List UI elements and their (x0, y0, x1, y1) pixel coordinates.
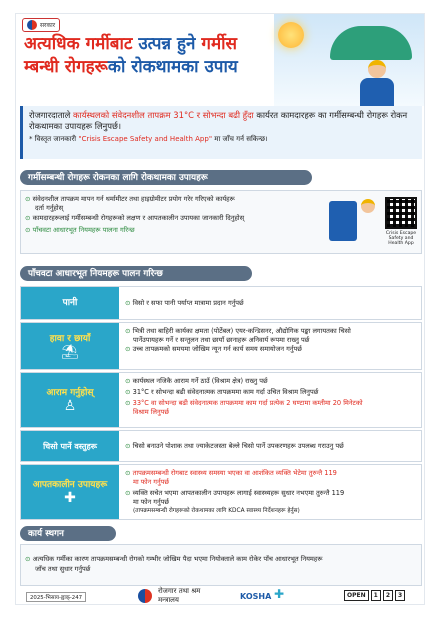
rule-air-shade-label (21, 323, 119, 369)
hygrometer-device-icon (329, 201, 357, 241)
kosha-logo: KOSHA (240, 592, 272, 601)
intro-text (29, 110, 416, 132)
prevention-text-1: संवेदनशील तापक्रम मापन गर्न थर्मामीटर तथा हाइग्रोमीटर प्रयोग गरेर गरिएको कार्यहरू (32, 195, 235, 203)
rule-air-text-1: भित्री तथा बाहिरी कार्यका क्षमता (पोर्टेबल) एयर-कन्डिसनर, औद्योगिक पङ्खा लगायतका चिसो (132, 327, 351, 335)
prevention-line-2 (25, 214, 325, 223)
government-emblem-icon (27, 20, 37, 30)
rule-water-label (21, 287, 119, 319)
intro-part3: कार्यरत कामदारहरू का गर्मीसम्बन्धी रोगहरू रोकन रोकथामका उपायहरू लिनुपर्छ। (29, 110, 408, 131)
rule-emergency-line-5: (तापक्रमसम्बन्धी रोगहरूको रोकथामका लागि KDCA स्वास्थ्य निर्देशनहरू हेर्नुस) (133, 508, 300, 514)
rule-emergency-title: आपतकालीन उपायहरू (32, 480, 108, 490)
title-line2-blue: को रोकथामका उपाय (107, 57, 238, 77)
intro-box (20, 106, 422, 159)
rule-rest-text-2: 31°C र सोभन्दा बढी संवेदनात्मक तापक्रममा काम गर्दा उचित विश्राम लिनुपर्छ (132, 388, 319, 396)
rule-emergency-text-1: तापक्रमसम्बन्धी रोगबाट स्वास्थ्य समस्या भएका वा आशंकित व्यक्ति भेटेमा तुरुन्तै 119 (132, 469, 337, 477)
rule-rest-line-1 (125, 377, 417, 386)
ministry-name (158, 587, 200, 605)
rule-air-text-3: उच्च तापक्रमको समयमा जोखिम न्यून गर्न कार्य समय समायोजन गर्नुपर्छ (132, 345, 302, 353)
rule-cooling-text (125, 442, 417, 451)
work-stop-line-1 (25, 555, 417, 564)
prevention-text-3: पाँचवटा आधारभूत नियमहरू पालना गरिन्छ (32, 226, 135, 234)
rule-air-line-3 (125, 345, 417, 354)
shade-icon: ⛱ (61, 344, 79, 360)
section-prevention-heading: गर्मीसम्बन्धी रोगहरू रोकनका लागि रोकथामका उपायहरू (20, 170, 312, 185)
check-icon: ⊙ (125, 299, 133, 307)
rule-air-shade-text (125, 327, 417, 354)
rule-emergency-line-1 (125, 469, 417, 478)
section-five-rules-heading: पाँचवटा आधारभूत नियमहरू पालन गरिन्छ (20, 266, 252, 281)
check-icon: ⊙ (125, 489, 133, 497)
poster (15, 13, 425, 605)
title-line1-red: अत्यधिक गर्मीबाट (24, 34, 133, 54)
rule-rest-text-1: कार्यस्थल नजिकै आराम गर्ने ठाउँ (विश्राम क्षेत्र) राख्नु पर्छ (132, 377, 268, 385)
open-license-badge (344, 590, 405, 601)
ambulance-icon: ✚ (64, 490, 76, 506)
rule-cooling-title: चिसो पार्ने वस्तुहरू (43, 441, 97, 451)
rule-emergency (20, 464, 422, 520)
title-line1-blue: उत्पन्न हुने (132, 34, 202, 54)
footer (16, 589, 426, 606)
rule-emergency-line-2: मा फोन गर्नुपर्छ (133, 478, 170, 486)
intro-part1: रोजगारदाताले (29, 110, 74, 120)
ministry-line-1: रोजगार तथा श्रम (158, 587, 201, 595)
intro-highlight: कार्यस्थलको संवेदनशील तापक्रम 31°C र सोभन्दा बढी हुँदा (73, 110, 254, 120)
qr-code-icon[interactable] (385, 197, 417, 229)
ministry-emblem-icon (138, 589, 152, 603)
rule-rest-text-3: 33°C वा सोभन्दा बढी संवेदनात्मक तापक्रममा काम गर्दा प्रत्येक 2 घण्टामा कम्तीमा 20 मिनेटको (132, 399, 363, 407)
work-stop-text-1: अत्यधिक गर्मीका कारण तापक्रमसम्बन्धी रोगको गम्भीर जोखिम पैदा भएमा नियोक्ताले काम रोकेर पाँच आधारभूत नियमहरू (32, 555, 323, 563)
rule-rest (20, 372, 422, 428)
kosha-cross-icon: ✚ (274, 587, 285, 601)
worker-head-icon (368, 60, 386, 78)
section-work-stop-heading: कार्य स्थगन (20, 526, 116, 541)
check-icon: ⊙ (25, 195, 33, 203)
prevention-line-1 (25, 195, 325, 204)
rule-cooling (20, 430, 422, 462)
rule-emergency-line-3 (125, 489, 417, 498)
umbrella-icon (330, 26, 412, 60)
worker-icon (361, 199, 375, 213)
check-icon: ⊙ (125, 442, 133, 450)
check-icon: ⊙ (125, 377, 133, 385)
title-line2-red: म्बन्धी रोगहरू (24, 57, 108, 77)
work-stop-box (20, 544, 422, 586)
document-code: 2025-भिसाय-ह्वाक्-247 (26, 592, 86, 602)
rule-cooling-label (21, 431, 119, 461)
work-stop-line-2: जाँच तथा सुधार गर्नुपर्छ (35, 565, 91, 573)
app-name-link[interactable]: "Crisis Escape Safety and Health App" (78, 135, 213, 143)
rule-rest-line-4: विश्राम लिनुपर्छ (133, 408, 169, 416)
check-icon: ⊙ (25, 555, 33, 563)
page-title (24, 33, 314, 79)
rule-emergency-label (21, 465, 119, 519)
logo-label: सरकार (40, 22, 56, 29)
prevention-line-3 (25, 226, 325, 235)
note-prefix: * विस्तृत जानकारी (29, 135, 79, 143)
prevention-text-2: कामदारहरूलाई गर्मीसम्बन्धी रोगहरूको लक्षण र आपतकालीन उपायका जानकारी दिनुहोस् (32, 214, 245, 222)
rule-emergency-text (125, 469, 417, 516)
rule-emergency-line-4: मा फोन गर्नुपर्छ (133, 498, 170, 506)
check-icon: ⊙ (125, 327, 133, 335)
rule-rest-line-2 (125, 388, 417, 397)
chair-icon: ♙ (63, 398, 77, 414)
ministry-line-2: मन्त्रालय (158, 596, 179, 604)
open-label: OPEN (344, 590, 369, 601)
rule-air-shade-title: हावा र छायाँ (49, 334, 91, 344)
rule-rest-line-3 (125, 399, 417, 408)
rule-rest-text (125, 377, 417, 417)
open-box-1: 1 (371, 590, 381, 601)
rule-water-title: पानी (62, 297, 78, 308)
check-icon: ⊙ (125, 399, 133, 407)
rule-water-line-1: विसो र सफा पानी पर्याप्त मात्रामा प्रदान गर्नुपर्छ (132, 299, 244, 307)
title-line1-end: गर्मीस (201, 34, 238, 54)
rule-air-line-2: पार्नेउपायहरू गर्ने र सन्तुलन तथा छायाँ छानाहरू अनिवार्य रूपमा राख्नु पर्छ (133, 336, 310, 344)
rule-air-line-1 (125, 327, 417, 336)
rule-rest-title: आराम गर्नुहोस् (46, 388, 94, 398)
check-icon: ⊙ (25, 226, 33, 234)
check-icon: ⊙ (125, 469, 133, 477)
rule-rest-label (21, 373, 119, 427)
rule-cooling-line-1: चिसो बनाउने पोशाक तथा ज्याकेटजस्ता बेल्ले चिसो पार्ने उपकरणहरू उपलब्ध गराउनु पर्छ (132, 442, 344, 450)
rule-emergency-text-3: व्यक्ति सचेत भएमा आपतकालीन उपायहरू लागाई स्वास्थ्यहरू सुधार नभएमा तुरुन्तै 119 (132, 489, 345, 497)
prevention-box (20, 190, 422, 254)
check-icon: ⊙ (25, 214, 33, 222)
worker-body-icon (360, 78, 394, 106)
government-logo (22, 18, 60, 32)
prevention-line-1b: दर्ता गर्नुहोस् (35, 204, 64, 212)
rule-water (20, 286, 422, 320)
rule-air-shade (20, 322, 422, 370)
check-icon: ⊙ (125, 345, 133, 353)
open-box-2: 2 (383, 590, 393, 601)
intro-note (29, 134, 416, 145)
open-box-3: 3 (395, 590, 405, 601)
rule-water-text (125, 299, 417, 308)
qr-label: Crisis Escape Safety and Health App (385, 231, 417, 246)
check-icon: ⊙ (125, 388, 133, 396)
note-suffix: मा जाँच गर्न सकिन्छ। (212, 135, 268, 143)
